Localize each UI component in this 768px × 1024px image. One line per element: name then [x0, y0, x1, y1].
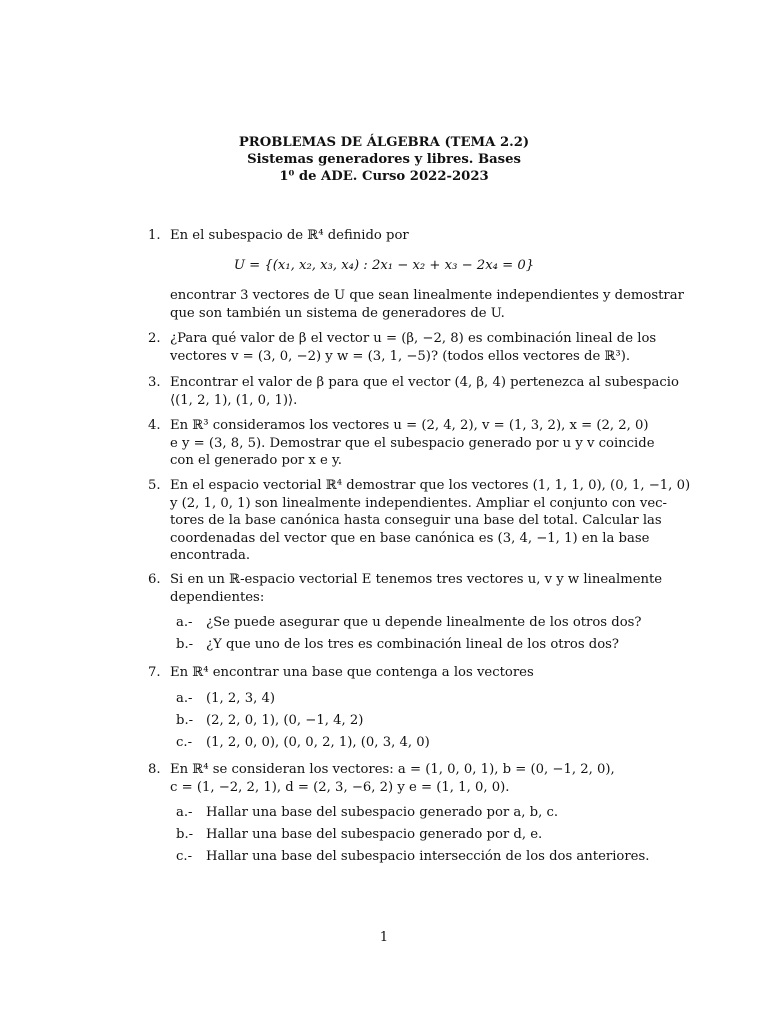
subitem-label: a.- — [176, 805, 193, 820]
subitem-text: ¿Y que uno de los tres es combinación lineal de los otros dos? — [206, 637, 619, 652]
problem-text-line: que son también un sistema de generadores de U. — [170, 305, 505, 321]
subitem — [176, 804, 558, 822]
subitem-label: c.- — [176, 849, 193, 864]
problem-text-line: tores de la base canónica hasta conseguir una base del total. Calcular las — [170, 513, 662, 528]
subitem-text: (1, 2, 3, 4) — [206, 691, 276, 706]
subitem — [176, 734, 430, 752]
subitem — [176, 826, 542, 844]
problem-text-line: En ℝ³ consideramos los vectores u = (2, 4, 2), v = (1, 3, 2), x = (2, 2, 0) — [170, 418, 649, 433]
subitem — [176, 690, 275, 708]
subitem — [176, 614, 641, 632]
page-subtitle: Sistemas generadores y libres. Bases — [247, 152, 521, 167]
subitem-text: (1, 2, 0, 0), (0, 0, 2, 1), (0, 3, 4, 0) — [206, 735, 430, 750]
problem-text-line: e y = (3, 8, 5). Demostrar que el subespacio generado por u y v coincide — [170, 435, 655, 451]
problem-text-line: En ℝ⁴ se consideran los vectores: a = (1, 0, 0, 1), b = (0, −1, 2, 0), — [170, 762, 615, 777]
problem-number: 3. — [148, 375, 161, 390]
subitem-text: Hallar una base del subespacio generado por a, b, c. — [206, 805, 559, 820]
problem-text-line: ¿Para qué valor de β el vector u = (β, −2, 8) es combinación lineal de los — [170, 331, 657, 346]
subitem — [176, 636, 619, 654]
problem-text-line: c = (1, −2, 2, 1), d = (2, 3, −6, 2) y e = (1, 1, 0, 0). — [170, 779, 510, 795]
problem-text-line: con el generado por x e y. — [170, 453, 342, 468]
problem-number: 1. — [148, 228, 161, 243]
problem-text-line: ⟨(1, 2, 1), (1, 0, 1)⟩. — [170, 392, 298, 408]
subitem — [176, 848, 649, 866]
problem-text-line: En el espacio vectorial ℝ⁴ demostrar que los vectores (1, 1, 1, 0), (0, 1, −1, 0) — [170, 478, 691, 493]
problem-text-line: vectores v = (3, 0, −2) y w = (3, 1, −5)? (todos ellos vectores de ℝ³). — [170, 348, 631, 364]
subitem-label: b.- — [176, 827, 194, 842]
page-number: 1 — [379, 930, 389, 945]
subitem-label: a.- — [176, 691, 193, 706]
problem-text-line: encontrada. — [170, 548, 251, 563]
problem-text-line: Encontrar el valor de β para que el vector (4, β, 4) pertenezca al subespacio — [170, 375, 679, 390]
problem-text-line: y (2, 1, 0, 1) son linealmente independientes. Ampliar el conjunto con vec- — [170, 495, 667, 511]
subitem-label: b.- — [176, 713, 194, 728]
problem-text-line: Si en un ℝ-espacio vectorial E tenemos tres vectores u, v y w linealmente — [170, 572, 663, 587]
problem-text-line: En ℝ⁴ encontrar una base que contenga a los vectores — [170, 665, 534, 680]
subitem-text: Hallar una base del subespacio intersección de los dos anteriores. — [206, 849, 650, 864]
problem-text-line: encontrar 3 vectores de U que sean linealmente independientes y demostrar — [170, 288, 684, 303]
subitem-label: a.- — [176, 615, 193, 630]
subitem-text: (2, 2, 0, 1), (0, −1, 4, 2) — [206, 713, 364, 728]
page-title: PROBLEMAS DE ÁLGEBRA (TEMA 2.2) — [238, 135, 530, 150]
course-line: 1⁰ de ADE. Curso 2022-2023 — [279, 169, 489, 184]
subitem — [176, 712, 363, 730]
subitem-label: b.- — [176, 637, 194, 652]
problem-number: 8. — [148, 762, 161, 777]
problem-text-line: dependientes: — [170, 589, 265, 605]
problem-text-line: En el subespacio de ℝ⁴ definido por — [170, 228, 409, 243]
problem-number: 5. — [148, 478, 161, 493]
problem-number: 4. — [148, 418, 161, 433]
problem-equation: U = {(x₁, x₂, x₃, x₄) : 2x₁ − x₂ + x₃ − 2x₄ = 0} — [233, 258, 535, 273]
problem-number: 7. — [148, 665, 161, 680]
subitem-text: Hallar una base del subespacio generado por d, e. — [206, 827, 543, 842]
subitem-label: c.- — [176, 735, 193, 750]
problem-number: 6. — [148, 572, 161, 587]
problem-number: 2. — [148, 331, 161, 346]
problem-text-line: coordenadas del vector que en base canónica es (3, 4, −1, 1) en la base — [170, 530, 650, 546]
subitem-text: ¿Se puede asegurar que u depende linealmente de los otros dos? — [206, 615, 642, 630]
